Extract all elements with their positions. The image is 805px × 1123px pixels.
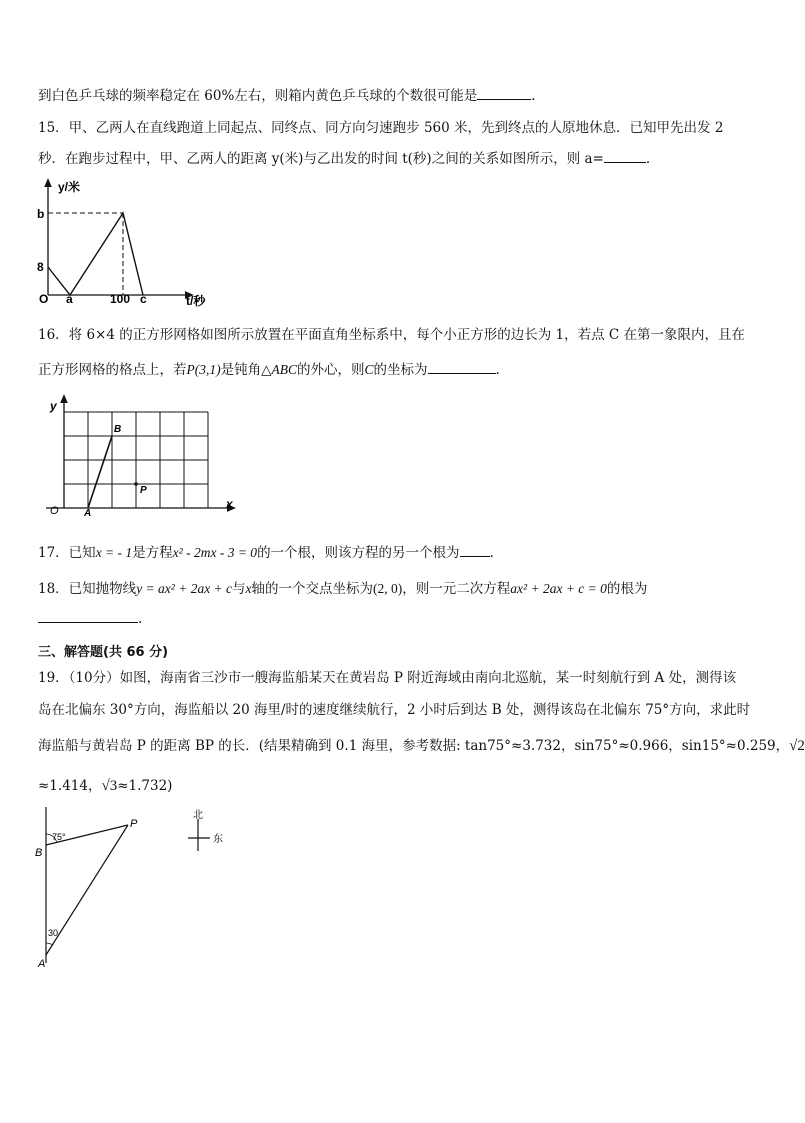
compass-north-label: 北 — [193, 810, 203, 821]
q15-distance-curve — [48, 213, 143, 295]
q14-answer-blank[interactable] — [477, 87, 531, 100]
q15-line1: 15．甲、乙两人在直线跑道上同起点、同终点、同方向匀速跑步 560 米，先到终点的人原地休息．已知甲先出发 2 — [38, 120, 724, 136]
q16-label-y: y — [50, 399, 57, 413]
q16-label-a: A — [84, 508, 92, 519]
compass-east-label: 东 — [213, 834, 223, 845]
q19-line3: 海监船与黄岩岛 P 的距离 BP 的长．(结果精确到 0.1 海里，参考数据: tan75°≈3.732，sin75°≈0.966，sin15°≈0.259，√2 — [38, 738, 805, 754]
q15-label-c: c — [140, 292, 147, 306]
q15-label-100: 100 — [110, 292, 131, 306]
q19-segment-ap — [46, 825, 128, 955]
q16-grid — [64, 412, 208, 508]
q19-line4: ≈1.414，√3≈1.732) — [38, 778, 173, 794]
q15-label-8: 8 — [37, 260, 44, 274]
q16-label-p: P — [140, 485, 147, 496]
q15-label-a: a — [66, 292, 73, 306]
q16-line1: 16．将 6×4 的正方形网格如图所示放置在平面直角坐标系中，每个小正方形的边长为 1，若点 C 在第一象限内，且在 — [38, 327, 746, 343]
q19-label-a: A — [38, 958, 46, 970]
q16-point-p — [134, 482, 138, 486]
q16-line2: 正方形网格的格点上，若P(3,1)是钝角△ABC的外心，则C的坐标为 . — [38, 362, 500, 378]
q17-answer-blank[interactable] — [460, 544, 490, 557]
q15-x-label: t/秒 — [186, 294, 206, 308]
q19-line2: 岛在北偏东 30°方向，海监船以 20 海里/时的速度继续航行，2 小时后到达 B 处，测得该岛在北偏东 75°方向，求此时 — [38, 702, 751, 718]
q19-figure — [30, 805, 150, 975]
q15-line2: 秒．在跑步过程中，甲、乙两人的距离 y(米)与乙出发的时间 t(秒)之间的关系如图所示，则 a= . — [38, 151, 651, 167]
section3-title: 三、解答题(共 66 分) — [38, 645, 169, 660]
q16-segment-ab — [88, 436, 112, 508]
q19-angle-a: 30 — [48, 928, 59, 938]
q16-answer-blank[interactable] — [428, 361, 496, 374]
q18-line: 18．已知抛物线y = ax² + 2ax + c与x轴的一个交点坐标为(2, 0)，则一元二次方程ax² + 2ax + c = 0的根为 — [38, 581, 648, 597]
sqrt2: √2 — [789, 738, 805, 754]
compass-icon — [184, 807, 234, 853]
q15-answer-blank[interactable] — [604, 150, 646, 163]
q16-label-o: O — [50, 505, 59, 517]
q14-tail: 到白色乒乓球的频率稳定在 60%左右，则箱内黄色乒乓球的个数很可能是 . — [38, 88, 536, 104]
q16-grid-figure — [40, 392, 240, 518]
sqrt3: √3 — [101, 778, 118, 794]
q16-label-b: B — [114, 424, 122, 435]
q15-graph — [30, 172, 220, 312]
q18-answer-line: . — [38, 610, 142, 627]
q17-line: 17．已知x = - 1是方程x² - 2mx - 3 = 0的一个根，则该方程的另一个根为 . — [38, 545, 494, 561]
q19-angle-b: 75° — [52, 832, 66, 842]
q19-angle-arc-a — [46, 943, 52, 945]
q14-text: 到白色乒乓球的频率稳定在 60%左右，则箱内黄色乒乓球的个数很可能是 — [38, 88, 478, 104]
q19-label-b: B — [35, 847, 43, 859]
q19-label-p: P — [130, 818, 138, 830]
q19-line1: 19．（10分）如图，海南省三沙市一艘海监船某天在黄岩岛 P 附近海域由南向北巡航，某一时刻航行到 A 处，测得该 — [38, 670, 737, 686]
q15-label-o: O — [39, 292, 49, 306]
q18-answer-blank[interactable] — [38, 610, 138, 623]
q15-label-b: b — [37, 207, 45, 221]
q16-label-x: x — [226, 497, 233, 511]
q15-y-label: y/米 — [58, 180, 81, 194]
